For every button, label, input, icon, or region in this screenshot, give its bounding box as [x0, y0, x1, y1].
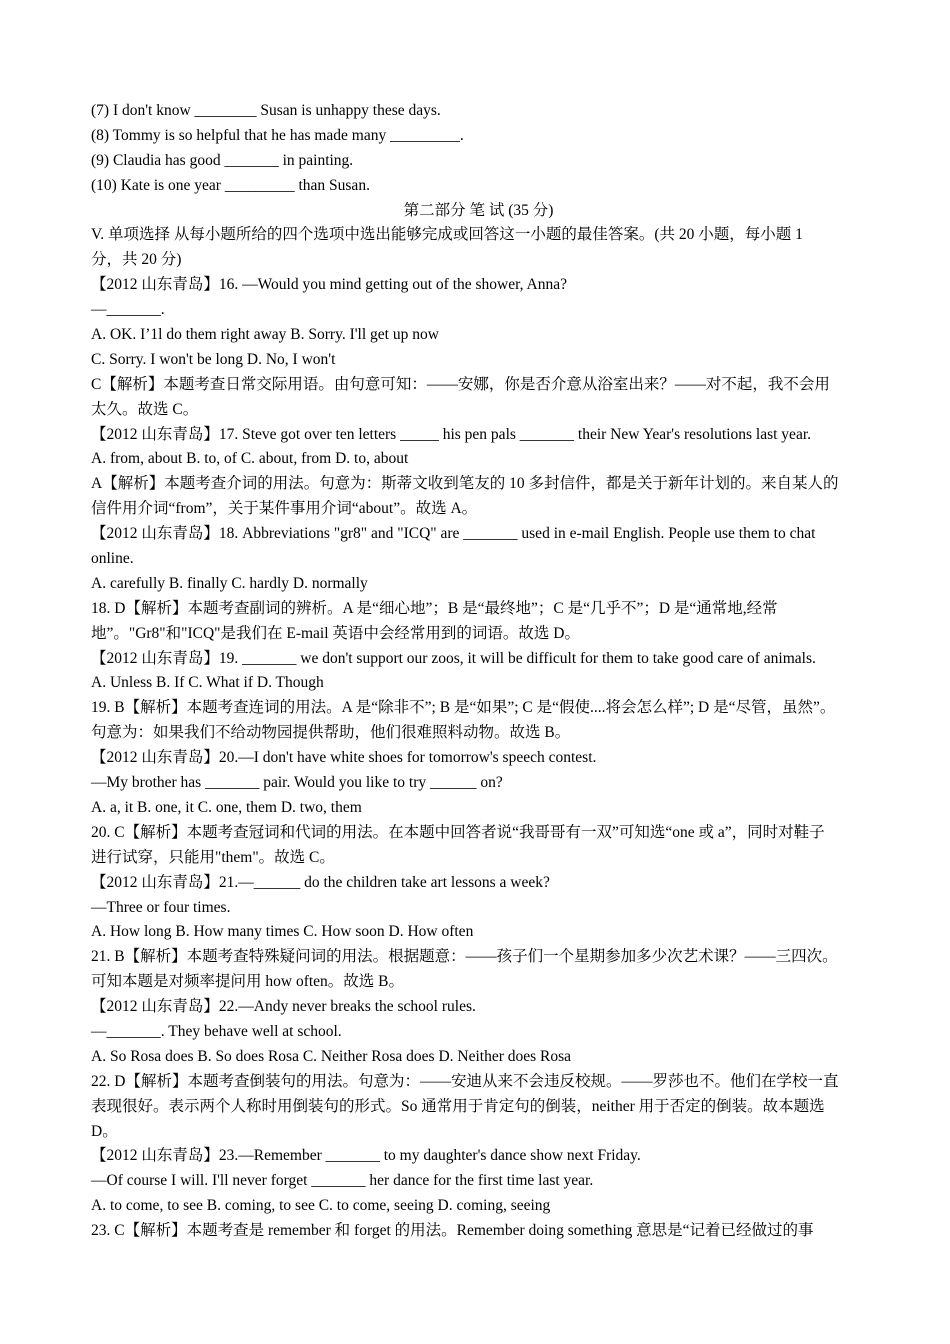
answer-22-analysis-cont: 表现很好。表示两个人称时用倒装句的形式。So 通常用于肯定句的倒装，neither 用于否定的倒装。故本题选 — [91, 1097, 825, 1115]
question-18: 【2012 山东青岛】18. Abbreviations "gr8" and "ICQ" are _______ used in e-mail English. People use them to chat — [91, 525, 816, 543]
answer-18-analysis: 18. D【解析】本题考查副词的辨析。A 是“细心地”；B 是“最终地”；C 是“几乎不”；D 是“通常地,经常 — [91, 599, 778, 617]
answer-22-analysis: 22. D【解析】本题考查倒装句的用法。句意为：——安迪从来不会违反校规。——罗莎也不。他们在学校一直 — [91, 1072, 839, 1090]
question-16-options-a-b: A. OK. I’1l do them right away B. Sorry. I'll get up now — [91, 326, 439, 344]
section-instructions: V. 单项选择 从每小题所给的四个选项中选出能够完成或回答这一小题的最佳答案。(共 20 小题，每小题 1 — [91, 226, 803, 244]
fill-in-item-10: (10) Kate is one year _________ than Susan. — [91, 176, 370, 194]
section-instructions-cont: 分，共 20 分) — [91, 251, 182, 269]
question-18-cont: online. — [91, 550, 134, 568]
answer-17-analysis: A【解析】本题考查介词的用法。句意为：斯蒂文收到笔友的 10 多封信件，都是关于新年计划的。来自某人的 — [91, 475, 839, 493]
question-23-cont: —Of course I will. I'll never forget _______ her dance for the first time last year. — [91, 1172, 594, 1190]
question-21-cont: —Three or four times. — [91, 898, 231, 916]
question-19-options: A. Unless B. If C. What if D. Though — [91, 674, 324, 692]
question-23: 【2012 山东青岛】23.—Remember _______ to my daughter's dance show next Friday. — [91, 1147, 641, 1165]
question-17: 【2012 山东青岛】17. Steve got over ten letters _____ his pen pals _______ their New Year's resolutions last year. — [91, 425, 812, 443]
answer-17-analysis-cont: 信件用介词“from”，关于某件事用介词“about”。故选 A。 — [91, 500, 478, 518]
section-heading: 第二部分 笔 试 (35 分) — [403, 201, 554, 219]
answer-23-analysis: 23. C【解析】本题考查是 remember 和 forget 的用法。Remember doing something 意思是“记着已经做过的事 — [91, 1222, 814, 1240]
answer-19-analysis-cont: 句意为：如果我们不给动物园提供帮助，他们很难照料动物。故选 B。 — [91, 724, 571, 742]
document-body — [91, 99, 866, 1244]
fill-in-item-7: (7) I don't know ________ Susan is unhappy these days. — [91, 102, 441, 119]
question-16-options-c-d: C. Sorry. I won't be long D. No, I won't — [91, 350, 336, 368]
question-20-cont: —My brother has _______ pair. Would you like to try ______ on? — [91, 774, 503, 792]
answer-19-analysis: 19. B【解析】本题考查连词的用法。A 是“除非不”; B 是“如果”; C 是“假使....将会怎么样”; D 是“尽管，虽然”。 — [91, 699, 836, 717]
question-21: 【2012 山东青岛】21.—______ do the children take art lessons a week? — [91, 873, 550, 891]
answer-21-analysis: 21. B【解析】本题考查特殊疑问词的用法。根据题意：——孩子们一个星期参加多少次艺术课？——三四次。 — [91, 948, 838, 966]
question-17-options: A. from, about B. to, of C. about, from D. to, about — [91, 450, 409, 468]
question-22-options: A. So Rosa does B. So does Rosa C. Neither Rosa does D. Neither does Rosa — [91, 1047, 572, 1065]
question-22-cont: —_______. They behave well at school. — [91, 1022, 342, 1040]
answer-20-analysis-cont: 进行试穿，只能用"them"。故选 C。 — [91, 848, 335, 866]
fill-in-item-8: (8) Tommy is so helpful that he has made many _________. — [91, 126, 464, 144]
answer-16-analysis: C【解析】本题考查日常交际用语。由句意可知：——安娜，你是否介意从浴室出来？——对不起，我不会用 — [91, 375, 830, 393]
answer-22-analysis-end: D。 — [91, 1122, 118, 1140]
question-23-options: A. to come, to see B. coming, to see C. to come, seeing D. coming, seeing — [91, 1197, 551, 1215]
question-20-options: A. a, it B. one, it C. one, them D. two, them — [91, 798, 362, 816]
answer-21-analysis-cont: 可知本题是对频率提问用 how often。故选 B。 — [91, 973, 405, 991]
answer-16-analysis-cont: 太久。故选 C。 — [91, 400, 199, 418]
fill-in-item-9: (9) Claudia has good _______ in painting. — [91, 151, 354, 169]
question-16-blank: —_______. — [91, 301, 165, 319]
question-18-options: A. carefully B. finally C. hardly D. normally — [91, 574, 368, 592]
answer-20-analysis: 20. C【解析】本题考查冠词和代词的用法。在本题中回答者说“我哥哥有一双”可知选“one 或 a”，同时对鞋子 — [91, 823, 825, 841]
question-21-options: A. How long B. How many times C. How soon D. How often — [91, 923, 474, 941]
question-20: 【2012 山东青岛】20.—I don't have white shoes for tomorrow's speech contest. — [91, 749, 597, 767]
question-19: 【2012 山东青岛】19. _______ we don't support our zoos, it will be difficult for them to take good care of animals. — [91, 649, 816, 667]
question-22: 【2012 山东青岛】22.—Andy never breaks the school rules. — [91, 998, 476, 1016]
question-16: 【2012 山东青岛】16. —Would you mind getting out of the shower, Anna? — [91, 276, 568, 294]
answer-18-analysis-cont: 地”。"Gr8"和"ICQ"是我们在 E-mail 英语中会经常用到的词语。故选 D。 — [91, 624, 580, 642]
